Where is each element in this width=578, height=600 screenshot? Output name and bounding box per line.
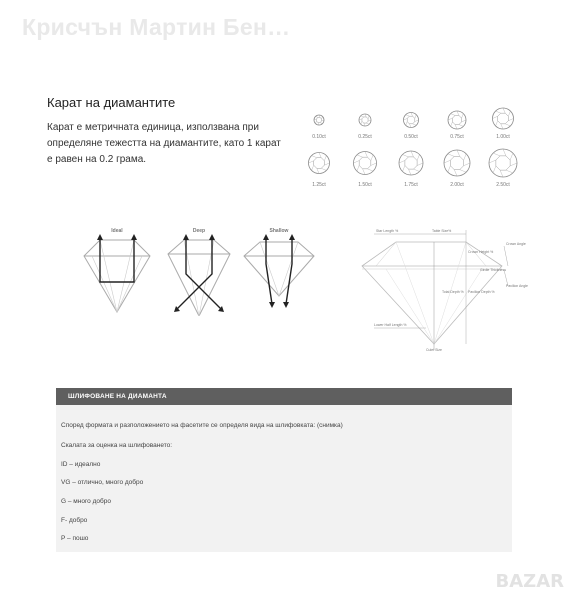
- carat-size-label: 2.50ct: [496, 182, 510, 188]
- brand-title: Крисчън Мартин Бен…: [22, 14, 291, 40]
- anatomy-label: Pavilion Angle: [506, 284, 528, 288]
- anatomy-label: Pavilion Depth %: [468, 290, 495, 294]
- cut-grading-panel: [56, 388, 512, 552]
- anatomy-label: Culet Size: [426, 348, 442, 352]
- carat-size-label: 0.10ct: [312, 134, 326, 140]
- anatomy-label: Total Depth %: [442, 290, 464, 294]
- carat-size-item: [434, 100, 480, 140]
- carat-size-item: [388, 100, 434, 140]
- bazar-watermark: BAZAR: [495, 571, 564, 592]
- grading-intro: Според формата и разположението на фасетите се определя вида на шлифовката: (снимка): [61, 422, 343, 429]
- carat-size-label: 1.50ct: [358, 182, 372, 188]
- diamond-top-icon: [441, 148, 473, 178]
- cut-deep: [162, 228, 236, 321]
- diamond-shallow-icon: [242, 234, 316, 316]
- diamond-top-icon: [303, 100, 335, 130]
- cut-shallow: [242, 228, 316, 321]
- carat-size-label: 0.25ct: [358, 134, 372, 140]
- carat-size-label: 1.75ct: [404, 182, 418, 188]
- cut-label: Deep: [192, 228, 206, 234]
- diamond-top-icon: [303, 148, 335, 178]
- diamond-top-icon: [349, 148, 381, 178]
- carat-size-item: [388, 148, 434, 188]
- diamond-top-icon: [487, 148, 519, 178]
- carat-size-label: 0.50ct: [404, 134, 418, 140]
- carat-size-label: 0.75ct: [450, 134, 464, 140]
- carat-size-item: [480, 148, 526, 188]
- cut-ideal: [80, 228, 154, 321]
- grade-item: P – пошо: [61, 535, 89, 542]
- carat-description: Карат е метричната единица, използвана при определяне тежестта на диамантите, като 1 карат е равен на 0.2 грама.: [47, 122, 281, 165]
- carat-size-item: [296, 100, 342, 140]
- carat-size-item: [480, 100, 526, 140]
- grade-item: F- добро: [61, 517, 88, 524]
- anatomy-label: Crown Angle: [506, 242, 526, 246]
- panel-header: ШЛИФОВАНЕ НА ДИАМАНТА: [56, 388, 512, 405]
- cut-label: Shallow: [269, 228, 289, 234]
- carat-size-item: [296, 148, 342, 188]
- diamond-top-icon: [395, 100, 427, 130]
- diamond-deep-icon: [162, 234, 236, 316]
- diamond-top-icon: [487, 100, 519, 130]
- carat-size-item: [434, 148, 480, 188]
- carat-size-label: 2.00ct: [450, 182, 464, 188]
- anatomy-label: Lower Half Length %: [374, 323, 407, 327]
- carat-size-chart: [296, 100, 532, 195]
- diamond-top-icon: [395, 148, 427, 178]
- grade-item: ID – идеално: [61, 461, 101, 468]
- grade-item: G – много добро: [61, 498, 111, 505]
- carat-size-label: 1.25ct: [312, 182, 326, 188]
- cut-label: Ideal: [111, 228, 123, 234]
- diamond-top-icon: [441, 100, 473, 130]
- carat-size-item: [342, 148, 388, 188]
- anatomy-label: Table Size%: [432, 229, 452, 233]
- carat-title: Карат на диамантите: [47, 95, 176, 110]
- diamond-top-icon: [349, 100, 381, 130]
- carat-size-item: [342, 100, 388, 140]
- diamond-profile-icon: [356, 224, 526, 360]
- anatomy-label: Girdle Thickness: [480, 268, 507, 272]
- carat-size-label: 1.00ct: [496, 134, 510, 140]
- anatomy-label: Crown Height %: [468, 250, 494, 254]
- grade-item: VG – отлично, много добро: [61, 479, 144, 486]
- diamond-anatomy-diagram: [356, 224, 526, 360]
- diamond-ideal-icon: [80, 234, 154, 316]
- grading-scale-title: Скалата за оценка на шлифоването:: [61, 442, 173, 449]
- anatomy-label: Star Length %: [376, 229, 399, 233]
